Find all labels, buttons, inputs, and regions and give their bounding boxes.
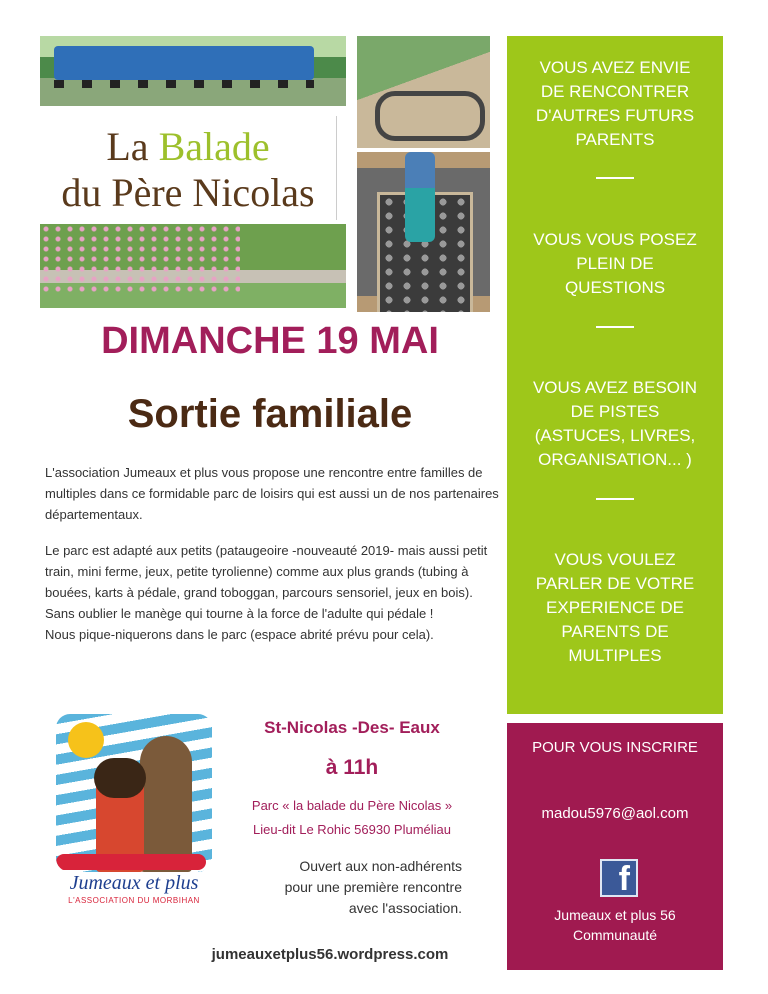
question-item-3: VOUS AVEZ BESOIN DE PISTES (ASTUCES, LIVRES, ORGANISATION... ) xyxy=(532,378,698,469)
park-title-logo xyxy=(40,116,337,220)
question-item-2: VOUS VOUS POSEZ PLEIN DE QUESTIONS xyxy=(533,230,697,297)
location-name: St-Nicolas -Des- Eaux xyxy=(264,718,440,737)
title-line2: du Père Nicolas xyxy=(61,170,315,215)
facebook-icon[interactable]: f xyxy=(600,859,638,897)
contact-email-link[interactable]: madou5976@aol.com xyxy=(541,805,689,822)
question-item-1: VOUS AVEZ ENVIE DE RENCONTRER D'AUTRES FUTURS PARENTS xyxy=(535,58,695,149)
separator xyxy=(596,326,634,328)
question-item-4: VOUS VOULEZ PARLER DE VOTRE EXPERIENCE DE PARENTS DE MULTIPLES xyxy=(535,550,695,665)
train-photo xyxy=(40,36,346,106)
open-to-all-note: Ouvert aux non-adhérents pour une première rencontre avec l'association. xyxy=(284,858,462,916)
sensory-path-photo xyxy=(357,152,490,312)
registration-heading: POUR VOUS INSCRIRE xyxy=(532,739,698,756)
details-paragraph: Le parc est adapté aux petits (pataugeoire -nouveauté 2019- mais aussi petit train, mini ferme, jeux, petite tyrolienne) comme aux plus grands (tubing à bouées, karts à pédale, grand toboggan, parcours sensoriel, jeux en bois). Sans oublier le manège qui tourne à la force de l'adulte qui pédale ! Nous pique-niquerons dans le parc (espace abrité prévu pour cela). xyxy=(45,543,488,642)
website-link[interactable]: jumeauxetplus56.wordpress.com xyxy=(211,946,449,963)
plane-icon xyxy=(56,854,206,870)
association-logo: Jumeaux et plus L'ASSOCIATION DU MORBIHAN xyxy=(50,714,218,902)
sun-icon xyxy=(68,722,104,758)
facebook-community[interactable]: Jumeaux et plus 56 Communauté xyxy=(554,907,676,943)
registration-panel xyxy=(507,723,723,970)
address-line-1: Parc « la balade du Père Nicolas » xyxy=(251,798,453,813)
stroller-photo xyxy=(40,224,346,308)
address-line-2: Lieu-dit Le Rohic 56930 Pluméliau xyxy=(252,822,451,837)
separator xyxy=(596,498,634,500)
kart-photo xyxy=(357,36,490,148)
event-time: à 11h xyxy=(325,756,379,779)
event-date: DIMANCHE 19 MAI xyxy=(101,320,439,362)
title-line1: La Balade xyxy=(106,124,270,169)
event-title: Sortie familiale xyxy=(127,392,413,436)
separator xyxy=(596,177,634,179)
questions-panel xyxy=(507,36,723,714)
intro-paragraph: L'association Jumeaux et plus vous propose une rencontre entre familles de multiples dans ce formidable parc de loisirs qui est aussi un de nos partenaires départementaux. xyxy=(45,465,499,522)
